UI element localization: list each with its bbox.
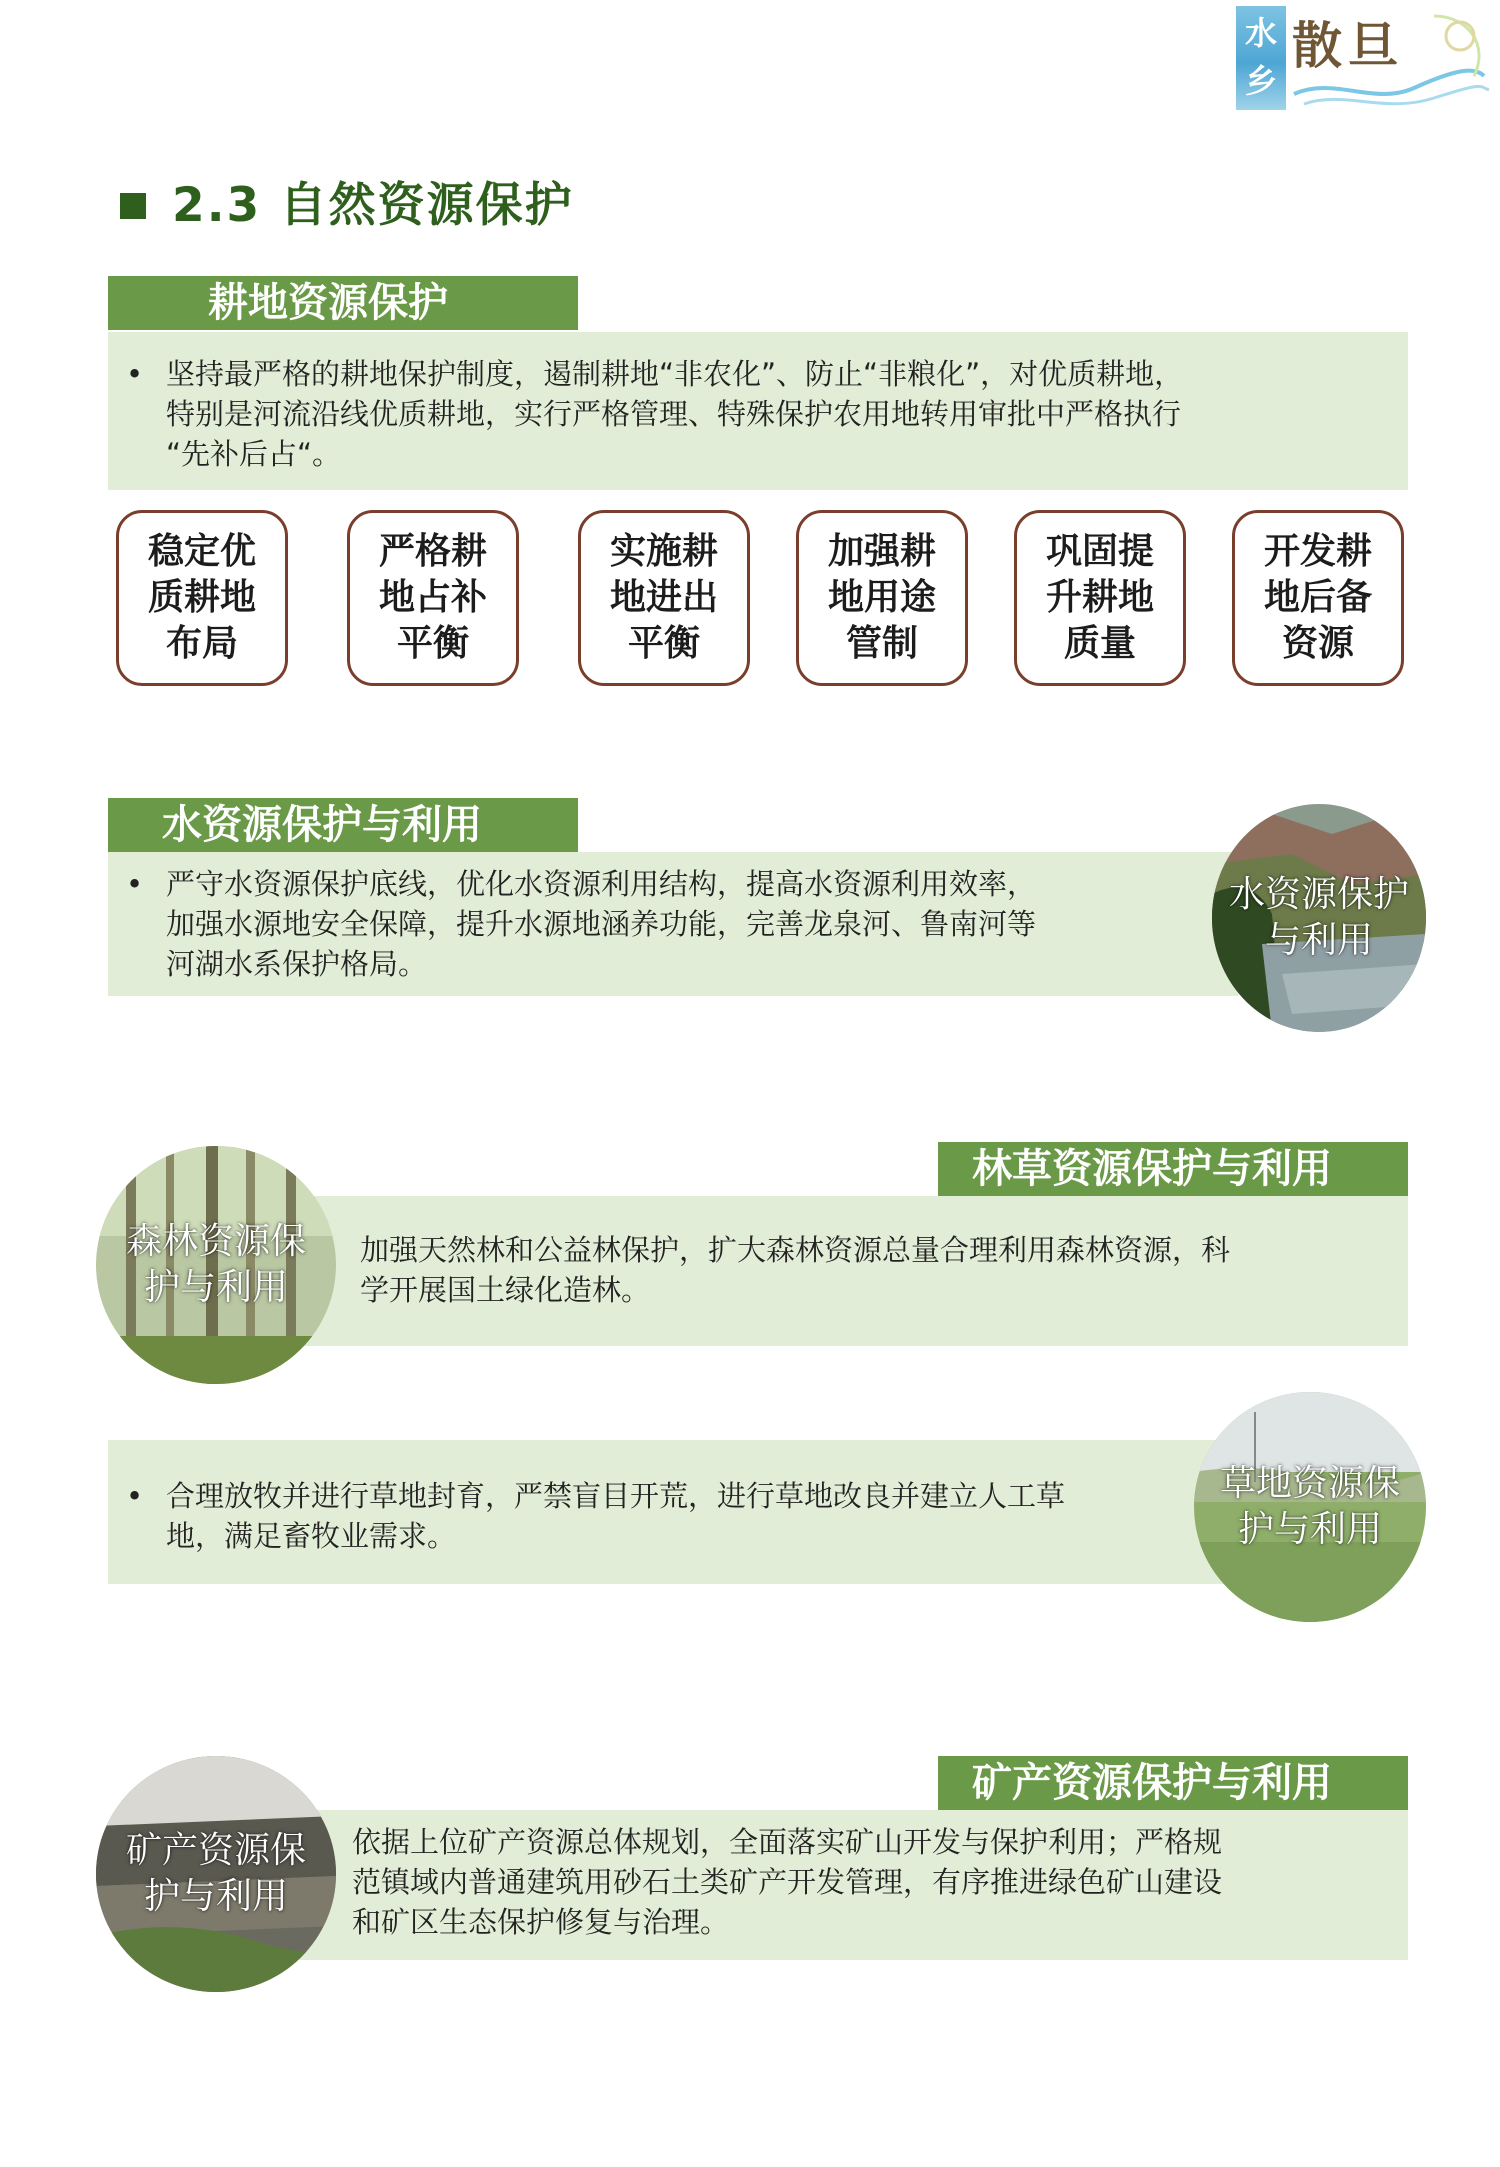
bullet-icon: • xyxy=(126,867,144,901)
caption-line: 与利用 xyxy=(1264,920,1373,961)
section-header-forest: 林草资源保护与利用 xyxy=(938,1142,1408,1196)
forest-photo xyxy=(96,1146,336,1384)
section-header-farmland: 耕地资源保护 xyxy=(108,276,578,330)
section-header-water: 水资源保护与利用 xyxy=(108,798,578,852)
caption-line: 森林资源保 xyxy=(125,1221,306,1262)
measure-card xyxy=(1232,510,1404,686)
forest-content-box xyxy=(210,1196,1408,1346)
measure-card-label: 稳定优质耕地布局 xyxy=(147,531,256,664)
section-header-mineral: 矿产资源保护与利用 xyxy=(938,1756,1408,1810)
mineral-content-box xyxy=(210,1810,1408,1960)
farmland-text xyxy=(166,354,1183,474)
text-line: 加强天然林和公益林保护，扩大森林资源总量合理利用森林资源，科 xyxy=(360,1233,1231,1267)
text-line: 学开展国土绿化造林。 xyxy=(360,1273,651,1307)
text-line: 地，满足畜牧业需求。 xyxy=(166,1519,457,1553)
measure-card xyxy=(116,510,288,686)
text-line: 和矿区生态保护修复与治理。 xyxy=(352,1905,730,1939)
text-line: 坚持最严格的耕地保护制度，遏制耕地“非农化”、防止“非粮化”，对优质耕地， xyxy=(166,357,1184,391)
farmland-bullet xyxy=(126,354,1396,478)
water-content-box xyxy=(108,852,1238,996)
grass-bullet xyxy=(126,1476,1216,1560)
measure-card-label: 加强耕地用途管制 xyxy=(827,531,936,664)
mineral-photo xyxy=(96,1756,336,1992)
text-line: 范镇域内普通建筑用砂石土类矿产开发管理，有序推进绿色矿山建设 xyxy=(352,1865,1223,1899)
photo-caption xyxy=(116,1219,316,1311)
logo xyxy=(1236,6,1492,116)
measure-card xyxy=(796,510,968,686)
text-line: 严守水资源保护底线，优化水资源利用结构，提高水资源利用效率， xyxy=(166,867,1037,901)
text-line: 依据上位矿产资源总体规划，全面落实矿山开发与保护利用；严格规 xyxy=(352,1825,1223,1859)
text-line: 加强水源地安全保障，提升水源地涵养功能，完善龙泉河、鲁南河等 xyxy=(166,907,1037,941)
grass-text xyxy=(166,1476,1065,1556)
caption-line: 草地资源保 xyxy=(1219,1463,1400,1504)
measure-card xyxy=(347,510,519,686)
logo-tile xyxy=(1236,6,1286,110)
grass-photo xyxy=(1194,1392,1426,1622)
text-line: 河湖水系保护格局。 xyxy=(166,947,428,981)
text-line: “先补后占“。 xyxy=(166,437,342,471)
caption-line: 护与利用 xyxy=(143,1876,288,1917)
caption-line: 护与利用 xyxy=(1237,1509,1382,1550)
caption-line: 水资源保护 xyxy=(1228,874,1409,915)
page-title: 2.3 自然资源保护 xyxy=(172,178,574,233)
bullet-icon: • xyxy=(126,357,144,391)
photo-caption xyxy=(116,1828,316,1920)
measure-card-label: 巩固提升耕地质量 xyxy=(1045,531,1154,664)
text-line: 特别是河流沿线优质耕地，实行严格管理、特殊保护农用地转用审批中严格执行 xyxy=(166,397,1182,431)
water-photo xyxy=(1212,804,1426,1032)
grass-content-box xyxy=(108,1440,1238,1584)
photo-caption xyxy=(1210,1461,1410,1553)
logo-tile-char: 水 xyxy=(1244,14,1277,52)
farmland-content-box xyxy=(108,332,1408,490)
measure-card xyxy=(578,510,750,686)
logo-text: 散旦 xyxy=(1292,17,1404,75)
measure-card-label: 严格耕地占补平衡 xyxy=(378,531,487,664)
caption-line: 护与利用 xyxy=(143,1267,288,1308)
photo-caption xyxy=(1219,872,1419,964)
text-line: 合理放牧并进行草地封育，严禁盲目开荒，进行草地改良并建立人工草 xyxy=(166,1479,1066,1513)
measure-card xyxy=(1014,510,1186,686)
forest-text xyxy=(360,1230,1380,1310)
measure-card-label: 实施耕地进出平衡 xyxy=(609,531,718,664)
logo-tile-char: 乡 xyxy=(1244,62,1277,100)
measure-card-label: 开发耕地后备资源 xyxy=(1263,531,1372,664)
water-text xyxy=(166,864,1036,984)
caption-line: 矿产资源保 xyxy=(125,1830,306,1871)
mineral-text xyxy=(352,1822,1382,1942)
water-bullet xyxy=(126,864,1216,988)
title-marker xyxy=(120,193,146,219)
bullet-icon: • xyxy=(126,1479,144,1513)
